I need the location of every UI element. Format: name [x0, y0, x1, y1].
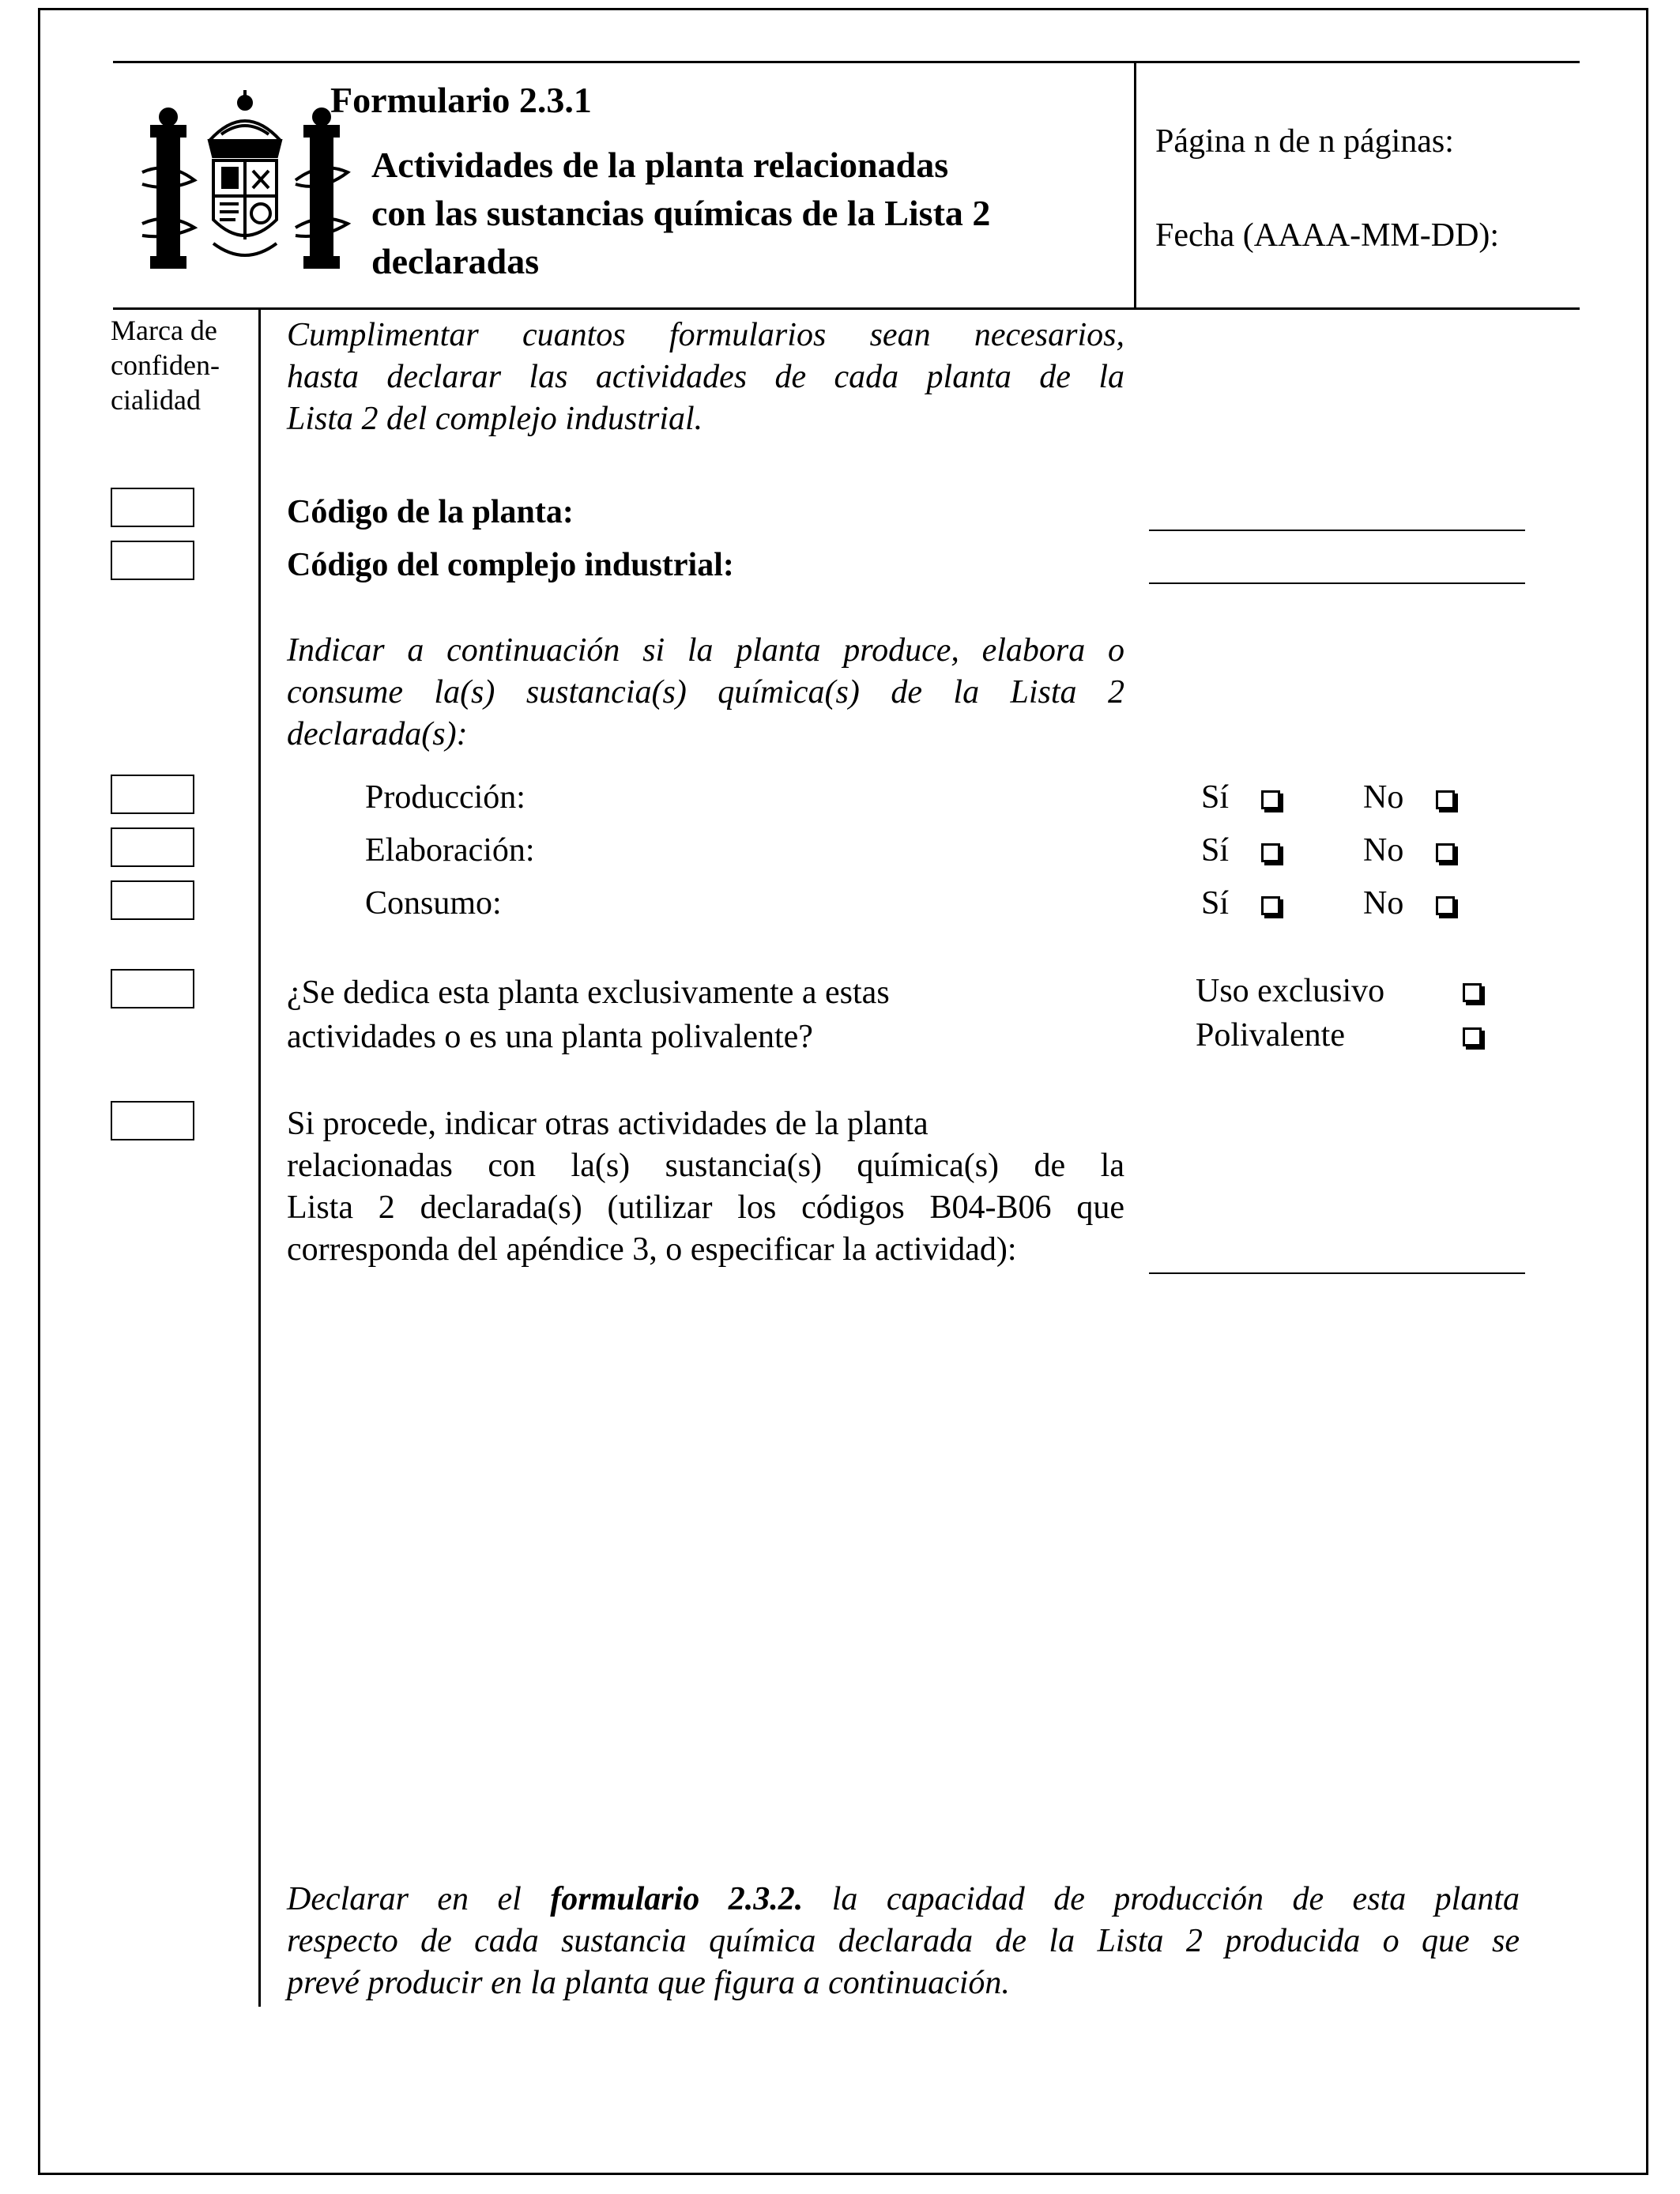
page-number-label: Página n de n páginas:: [1155, 123, 1454, 160]
elaboration-yes-option[interactable]: [1201, 831, 1280, 869]
production-yes-option[interactable]: [1201, 778, 1280, 816]
consumption-no-label: No: [1363, 885, 1404, 922]
footer-note-line1-rest: la capacidad de producción de esta planta: [831, 1881, 1520, 1917]
exclusive-use-label: Uso exclusivo: [1196, 973, 1385, 1009]
activity-label-elaboration: Elaboración:: [365, 832, 535, 869]
production-no-label: No: [1363, 779, 1404, 816]
activities-question: [287, 630, 1124, 756]
footer-note-form-reference: formulario 2.3.2.: [550, 1881, 804, 1917]
complex-code-field[interactable]: [1149, 582, 1525, 584]
multipurpose-label: Polivalente: [1196, 1017, 1345, 1054]
confidentiality-box-elaboration[interactable]: [111, 827, 194, 867]
confidentiality-box-production[interactable]: [111, 775, 194, 814]
confidentiality-box-complex-code[interactable]: [111, 541, 194, 580]
activity-label-production: Producción:: [365, 779, 525, 816]
confidentiality-line2: confiden-: [111, 349, 220, 381]
activities-question-line2: consume la(s) sustancia(s) química(s) de la Lista 2: [287, 674, 1124, 711]
footer-note: [287, 1879, 1520, 2004]
plant-code-field[interactable]: [1149, 530, 1525, 531]
header-divider: [1134, 61, 1136, 310]
elaboration-no-label: No: [1363, 832, 1404, 869]
header-bottom-rule: [113, 307, 1580, 310]
confidentiality-box-dedication[interactable]: [111, 969, 194, 1008]
date-label: Fecha (AAAA-MM-DD):: [1155, 217, 1500, 254]
plant-code-label: Código de la planta:: [287, 494, 574, 530]
dedication-line2: actividades o es una planta polivalente?: [287, 1019, 813, 1055]
production-yes-checkbox-icon[interactable]: [1261, 790, 1280, 809]
coat-of-arms-emblem: [134, 85, 356, 275]
form-title-line2: con las sustancias químicas de la Lista 2: [371, 193, 991, 233]
footer-note-line3: prevé producir en la planta que figura a continuación.: [287, 1965, 1010, 2001]
confidentiality-line3: cialidad: [111, 384, 201, 416]
form-title-line3: declaradas: [371, 241, 540, 281]
header-top-rule: [113, 61, 1580, 63]
multipurpose-option[interactable]: [1196, 1016, 1482, 1054]
other-activities-field[interactable]: [1149, 1272, 1525, 1274]
multipurpose-checkbox-icon[interactable]: [1463, 1027, 1482, 1046]
other-activities-text: [287, 1103, 1124, 1271]
consumption-yes-option[interactable]: [1201, 884, 1280, 922]
confidentiality-box-consumption[interactable]: [111, 880, 194, 920]
confidentiality-line1: Marca de: [111, 315, 217, 346]
activities-question-line3: declarada(s):: [287, 716, 468, 752]
instructions-line1: Cumplimentar cuantos formularios sean necesarios,: [287, 317, 1124, 353]
form-number: Formulario 2.3.1: [330, 80, 592, 120]
production-no-option[interactable]: [1363, 778, 1455, 816]
confidentiality-column-rule: [258, 307, 261, 2007]
production-no-checkbox-icon[interactable]: [1436, 790, 1455, 809]
consumption-no-checkbox-icon[interactable]: [1436, 896, 1455, 915]
footer-note-line1: [287, 1879, 1520, 1921]
confidentiality-mark-label: [111, 313, 220, 417]
elaboration-yes-label: Sí: [1201, 832, 1230, 869]
instructions-block: [287, 315, 1124, 440]
other-activities-line1: Si procede, indicar otras actividades de la planta: [287, 1106, 929, 1142]
exclusive-use-checkbox-icon[interactable]: [1463, 983, 1482, 1002]
activity-label-consumption: Consumo:: [365, 885, 502, 922]
footer-note-line2: respecto de cada sustancia química declarada de la Lista 2 producida o que se: [287, 1923, 1520, 1959]
elaboration-yes-checkbox-icon[interactable]: [1261, 843, 1280, 862]
production-yes-label: Sí: [1201, 779, 1230, 816]
activities-question-line1: Indicar a continuación si la planta produce, elabora o: [287, 632, 1124, 669]
dedication-question: [287, 971, 1124, 1059]
instructions-line2: hasta declarar las actividades de cada planta de la: [287, 359, 1124, 395]
consumption-yes-checkbox-icon[interactable]: [1261, 896, 1280, 915]
complex-code-label: Código del complejo industrial:: [287, 547, 734, 583]
instructions-line3: Lista 2 del complejo industrial.: [287, 401, 703, 437]
elaboration-no-checkbox-icon[interactable]: [1436, 843, 1455, 862]
dedication-line1: ¿Se dedica esta planta exclusivamente a estas: [287, 974, 890, 1011]
confidentiality-box-plant-code[interactable]: [111, 488, 194, 527]
other-activities-line4: corresponda del apéndice 3, o especificar la actividad):: [287, 1231, 1017, 1268]
footer-note-prefix: Declarar en el: [287, 1881, 522, 1917]
consumption-yes-label: Sí: [1201, 885, 1230, 922]
consumption-no-option[interactable]: [1363, 884, 1455, 922]
exclusive-use-option[interactable]: [1196, 972, 1482, 1010]
other-activities-line3: Lista 2 declarada(s) (utilizar los códigos B04-B06 que: [287, 1189, 1124, 1226]
confidentiality-box-other-activities[interactable]: [111, 1101, 194, 1140]
elaboration-no-option[interactable]: [1363, 831, 1455, 869]
form-title-line1: Actividades de la planta relacionadas: [371, 145, 949, 185]
other-activities-line2: relacionadas con la(s) sustancia(s) química(s) de la: [287, 1148, 1124, 1184]
